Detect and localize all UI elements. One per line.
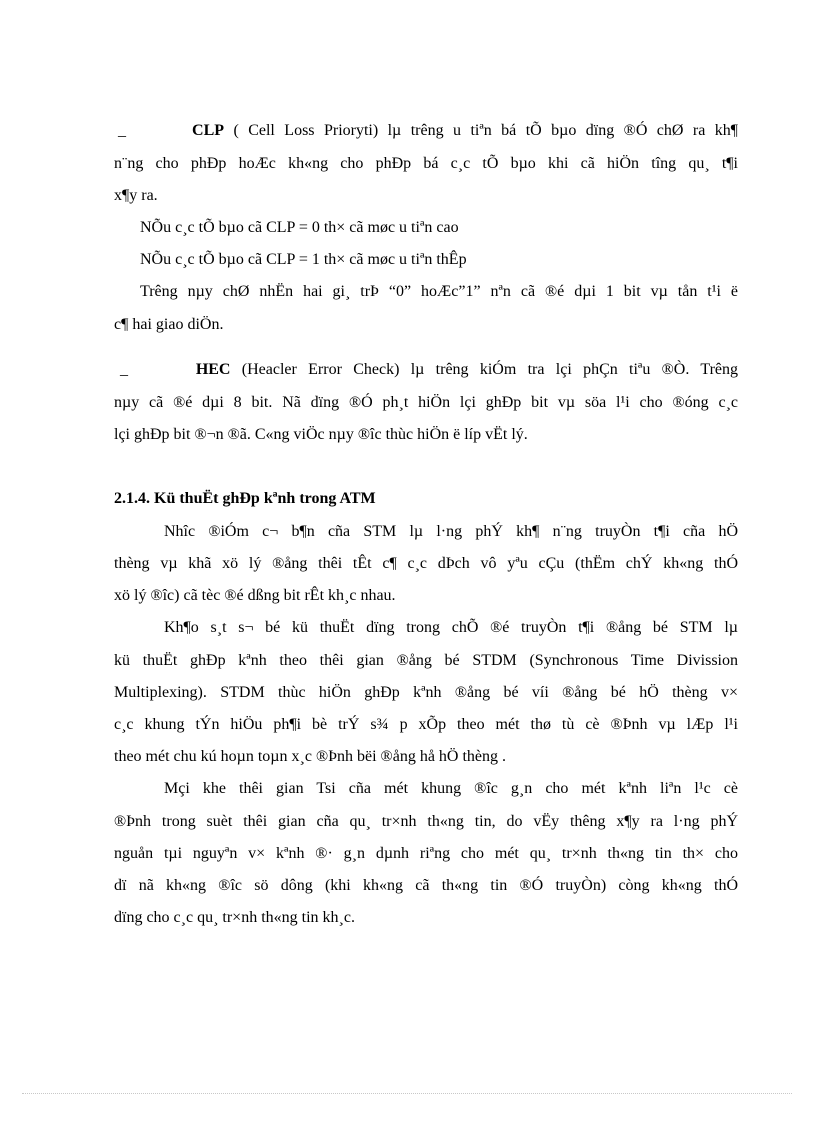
hec-line-3: lçi ghÐp bit ®¬n ®ã. C«ng viÖc nµy ®îc thùc hiÖn ë líp vËt lý. (114, 426, 528, 443)
p3-line-3: nguån tµi nguyªn v× kªnh ®· g¸n dµnh riªng cho mét qu¸ tr×nh th«ng tin th× cho (114, 845, 738, 862)
p2-line-5: theo mét chu kú hoµn toµn x¸c ®Þnh bëi ®ång hå hÖ thèng . (114, 748, 507, 765)
hec-term: HEC (195, 361, 231, 378)
p3-line-4: dï nã kh«ng ®îc sö dông (khi kh«ng cã th«ng tin ®Ó truyÒn) còng kh«ng thÓ (114, 877, 738, 894)
clp-line-2: n¨ng cho phÐp hoÆc kh«ng cho phÐp bá c¸c tÕ bµo khi cã hiÖn tîng qu¸ t¶i (114, 155, 738, 172)
hec-line-1 (120, 360, 738, 380)
clp-term: CLP (192, 122, 225, 139)
p1-line-1: Nhîc ®iÓm c¬ b¶n cña STM lµ l·ng phÝ kh¶ n¨ng truyÒn t¶i cña hÖ (164, 523, 738, 540)
p2-line-3: Multiplexing). STDM thùc hiÖn ghÐp kªnh ®ång bé víi ®ång bé hÖ thèng v× (114, 684, 738, 701)
bullet: _ (118, 122, 126, 139)
section-heading: 2.1.4. Kü thuËt ghÐp kªnh trong ATM (114, 490, 376, 507)
clp-line-7: c¶ hai giao diÖn. (114, 316, 224, 333)
clp-line-4: NÕu c¸c tÕ bµo cã CLP = 0 th× cã møc u tiªn cao (140, 219, 459, 236)
bullet: _ (120, 361, 128, 378)
clp-line-3: x¶y ra. (114, 187, 158, 204)
page-bottom-divider (22, 1093, 792, 1094)
p3-line-2: ®Þnh trong suèt thêi gian cña qu¸ tr×nh th«ng tin, do vËy thêng x¶y ra l·ng phÝ (114, 813, 738, 830)
hec-text: (Heacler Error Check) lµ trêng kiÓm tra lçi phÇn tiªu ®Ò. Trêng (241, 361, 739, 378)
clp-text: ( Cell Loss Prioryti) lµ trêng u tiªn bá tÕ bµo dïng ®Ó chØ ra kh¶ (233, 122, 739, 139)
p2-line-1: Kh¶o s¸t s¬ bé kü thuËt dïng trong chÕ ®é truyÒn t¶i ®ång bé STM lµ (164, 619, 738, 636)
p1-line-3: xö lý ®îc) cã tèc ®é dßng bit rÊt kh¸c nhau. (114, 587, 396, 604)
clp-line-6: Trêng nµy chØ nhËn hai gi¸ trÞ “0” hoÆc”1” nªn cã ®é dµi 1 bit vµ tån t¹i ë (140, 283, 738, 300)
p2-line-2: kü thuËt ghÐp kªnh theo thêi gian ®ång bé STDM (Synchronous Time Divission (114, 652, 738, 669)
p2-line-4: c¸c khung tÝn hiÖu ph¶i bè trÝ s¾ p xÕp theo mét thø tù cè ®Þnh vµ lÆp l¹i (114, 716, 738, 733)
p3-line-1: Mçi khe thêi gian Tsi cña mét khung ®îc g¸n cho mét kªnh liªn l¹c cè (164, 780, 738, 797)
p1-line-2: thèng vµ khã xö lý ®ång thêi tÊt c¶ c¸c dÞch vô yªu cÇu (thËm chÝ kh«ng thÓ (114, 555, 738, 572)
clp-line-5: NÕu c¸c tÕ bµo cã CLP = 1 th× cã møc u tiªn thÊp (140, 251, 467, 268)
hec-line-2: nµy cã ®é dµi 8 bit. Nã dïng ®Ó ph¸t hiÖn lçi ghÐp bit vµ söa l¹i cho ®óng c¸c (114, 394, 738, 411)
p3-line-5: dïng cho c¸c qu¸ tr×nh th«ng tin kh¸c. (114, 909, 355, 926)
clp-line-1 (118, 121, 738, 141)
